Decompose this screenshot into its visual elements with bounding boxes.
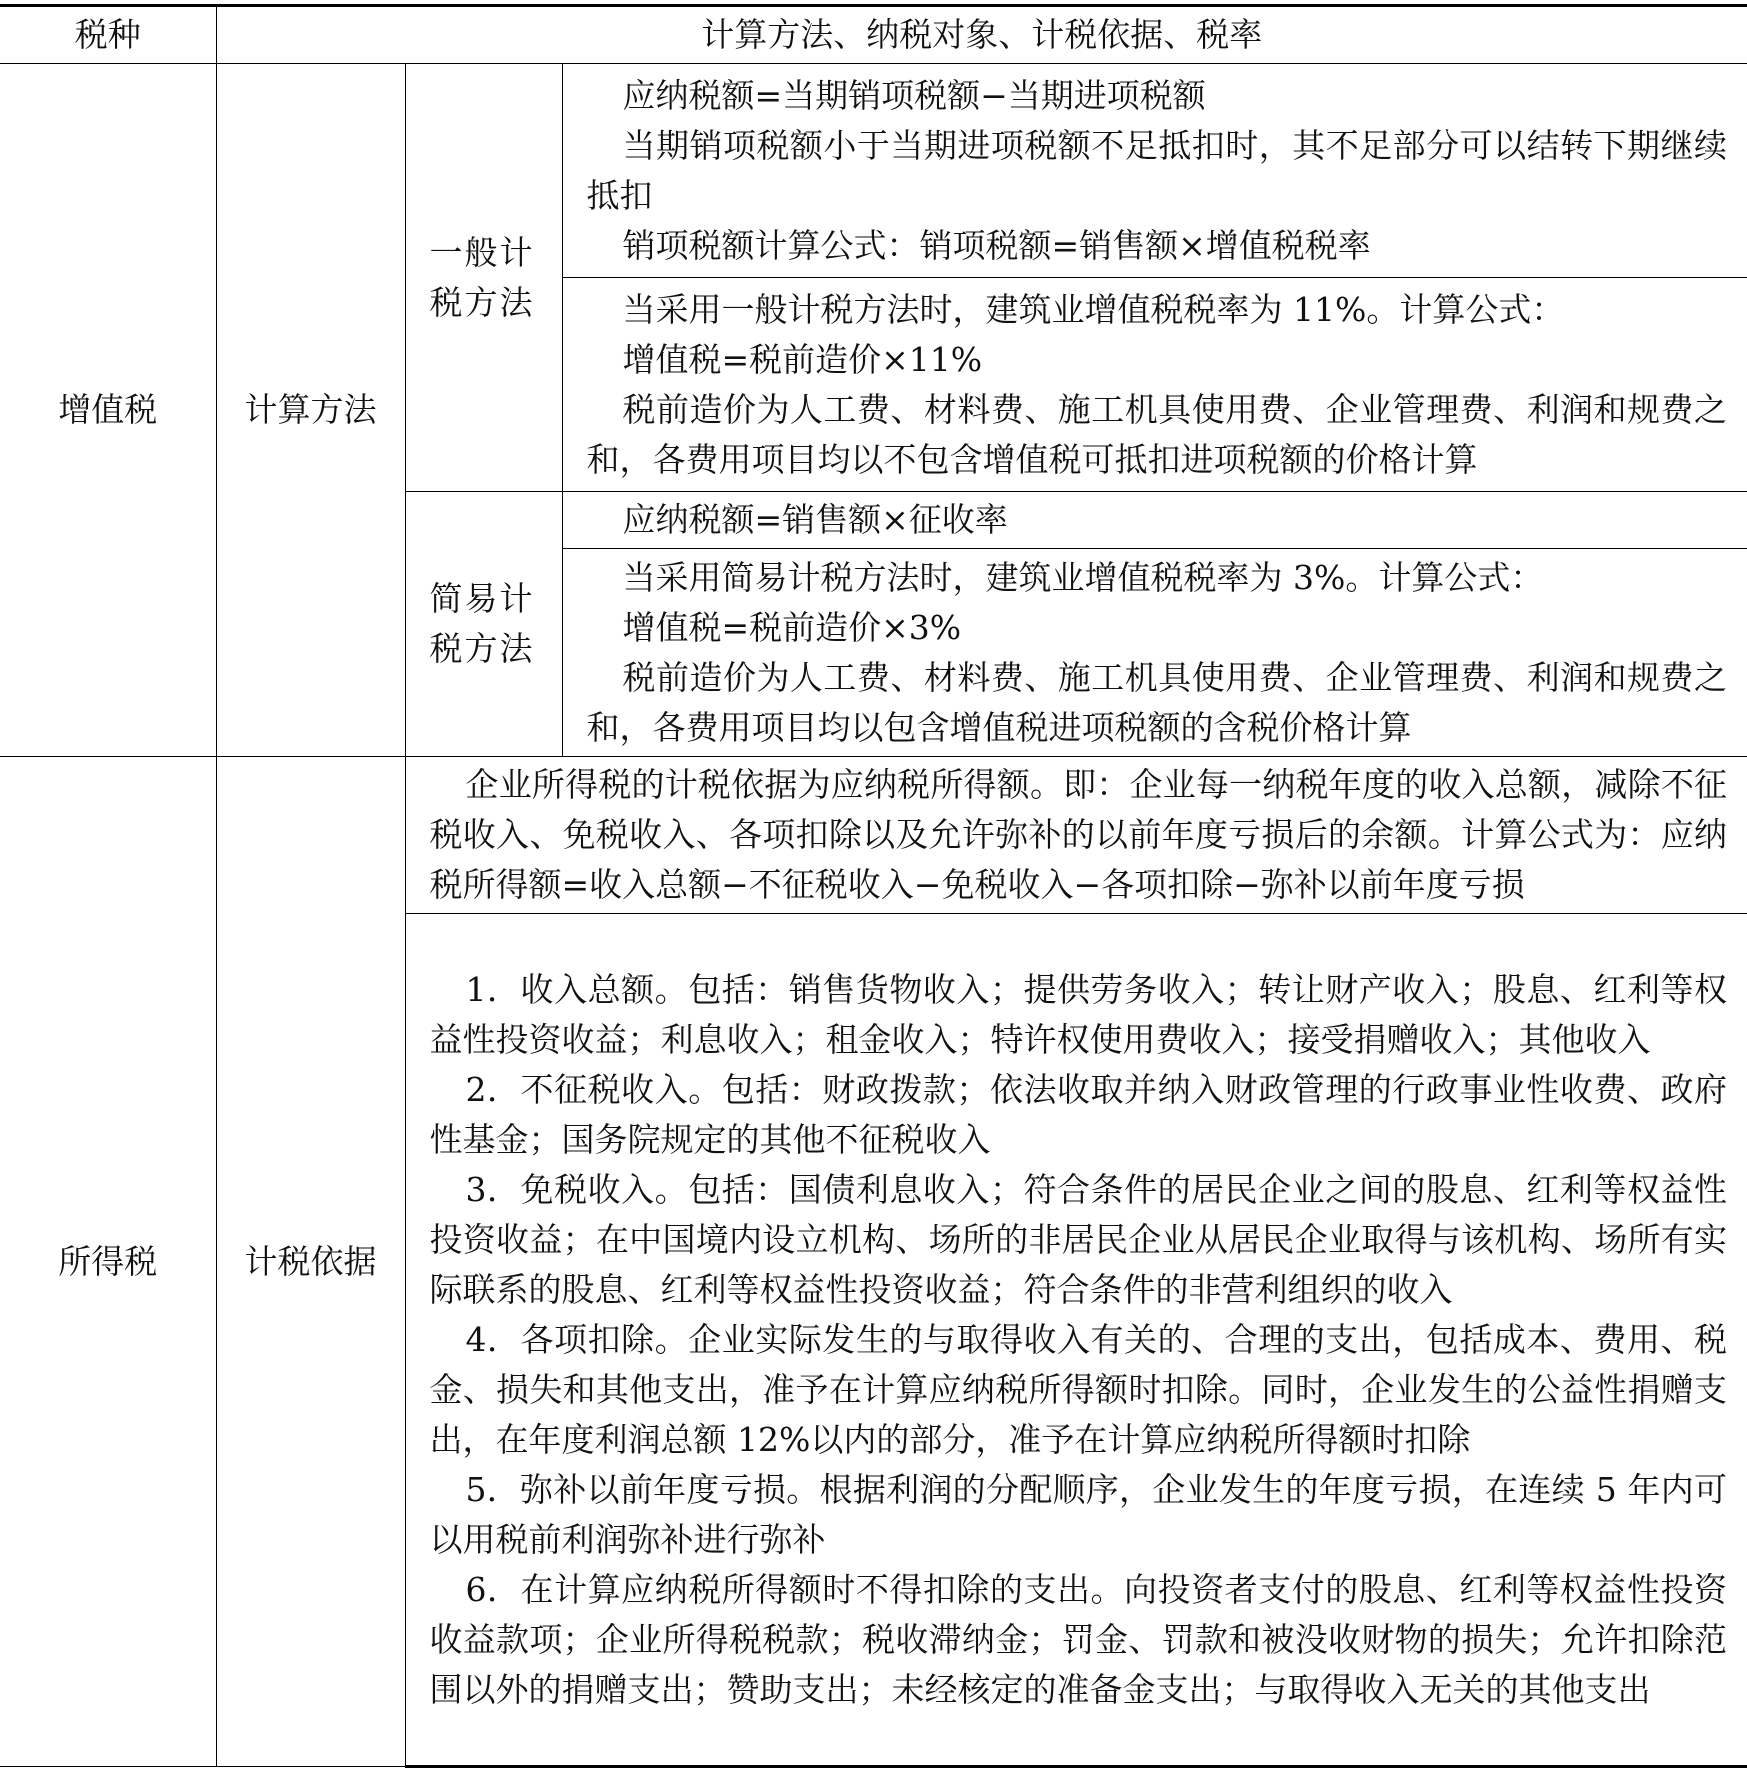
vat-simple-block1 — [562, 492, 1747, 549]
vat-tax-name: 增值税 — [0, 64, 216, 757]
text-line: 当采用简易计税方法时，建筑业增值税税率为 3%。计算公式： — [622, 557, 1544, 597]
text-line: 税前造价为人工费、材料费、施工机具使用费、企业管理费、利润和规费之和，各费用项目均以包含增值税进项税额的含税价格计算 — [586, 657, 1728, 747]
text-line: 应纳税额=当期销项税额−当期进项税额 — [622, 75, 1206, 115]
text-line: 当采用一般计税方法时，建筑业增值税税率为 11%。计算公式： — [622, 289, 1565, 329]
income-tax-name: 所得税 — [0, 757, 216, 1767]
text-line: 增值税=税前造价×11% — [622, 339, 983, 379]
vat-row-general-1 — [0, 64, 1747, 278]
text-line: 销项税额计算公式：销项税额=销售额×增值税税率 — [622, 225, 1371, 265]
text-line: 应纳税额=销售额×征收率 — [622, 500, 1008, 539]
list-item: 2．不征税收入。包括：财政拨款；依法收取并纳入财政管理的行政事业性收费、政府性基金；国务院规定的其他不征税收入 — [429, 1069, 1728, 1159]
text-line: 税前造价为人工费、材料费、施工机具使用费、企业管理费、利润和规费之和，各费用项目均以不包含增值税可抵扣进项税额的价格计算 — [586, 389, 1728, 479]
income-tax-row-intro — [0, 757, 1747, 914]
table-header-row — [0, 6, 1747, 64]
list-item: 3．免税收入。包括：国债利息收入；符合条件的居民企业之间的股息、红利等权益性投资收益；在中国境内设立机构、场所的非居民企业从居民企业取得与该机构、场所有实际联系的股息、红利等权益性投资收益；符合条件的非营利组织的收入 — [429, 1169, 1728, 1309]
vat-simple-block2 — [562, 549, 1747, 757]
vat-category: 计算方法 — [216, 64, 405, 757]
list-item: 6．在计算应纳税所得额时不得扣除的支出。向投资者支付的股息、红利等权益性投资收益款项；企业所得税税款；税收滞纳金；罚金、罚款和被没收财物的损失；允许扣除范围以外的捐赠支出；赞助支出；未经核定的准备金支出；与取得收入无关的其他支出 — [429, 1569, 1728, 1709]
vat-simple-method-label: 简易计税方法 — [405, 492, 562, 757]
list-item: 4．各项扣除。企业实际发生的与取得收入有关的、合理的支出，包括成本、费用、税金、损失和其他支出，准予在计算应纳税所得额时扣除。同时，企业发生的公益性捐赠支出，在年度利润总额 12%以内的部分，准予在计算应纳税所得额时扣除 — [429, 1319, 1728, 1459]
header-tax-type: 税种 — [0, 6, 216, 64]
list-item: 5．弥补以前年度亏损。根据利润的分配顺序，企业发生的年度亏损，在连续 5 年内可以用税前利润弥补进行弥补 — [429, 1469, 1728, 1559]
text-line: 增值税=税前造价×3% — [622, 607, 962, 647]
text-line: 当期销项税额小于当期进项税额不足抵扣时，其不足部分可以结转下期继续抵扣 — [586, 125, 1728, 215]
text-line: 企业所得税的计税依据为应纳税所得额。即：企业每一纳税年度的收入总额，减除不征税收入、免税收入、各项扣除以及允许弥补的以前年度亏损后的余额。计算公式为：应纳税所得额=收入总额−不征税收入−免税收入−各项扣除−弥补以前年度亏损 — [429, 765, 1728, 904]
income-tax-category: 计税依据 — [216, 757, 405, 1767]
tax-table — [0, 4, 1747, 1768]
vat-general-method-label: 一般计税方法 — [405, 64, 562, 492]
header-details: 计算方法、纳税对象、计税依据、税率 — [216, 6, 1747, 64]
list-item: 1．收入总额。包括：销售货物收入；提供劳务收入；转让财产收入；股息、红利等权益性投资收益；利息收入；租金收入；特许权使用费收入；接受捐赠收入；其他收入 — [429, 969, 1728, 1059]
vat-general-block1 — [562, 64, 1747, 278]
income-tax-items — [405, 914, 1747, 1767]
income-tax-intro — [405, 757, 1747, 914]
vat-general-block2 — [562, 278, 1747, 492]
